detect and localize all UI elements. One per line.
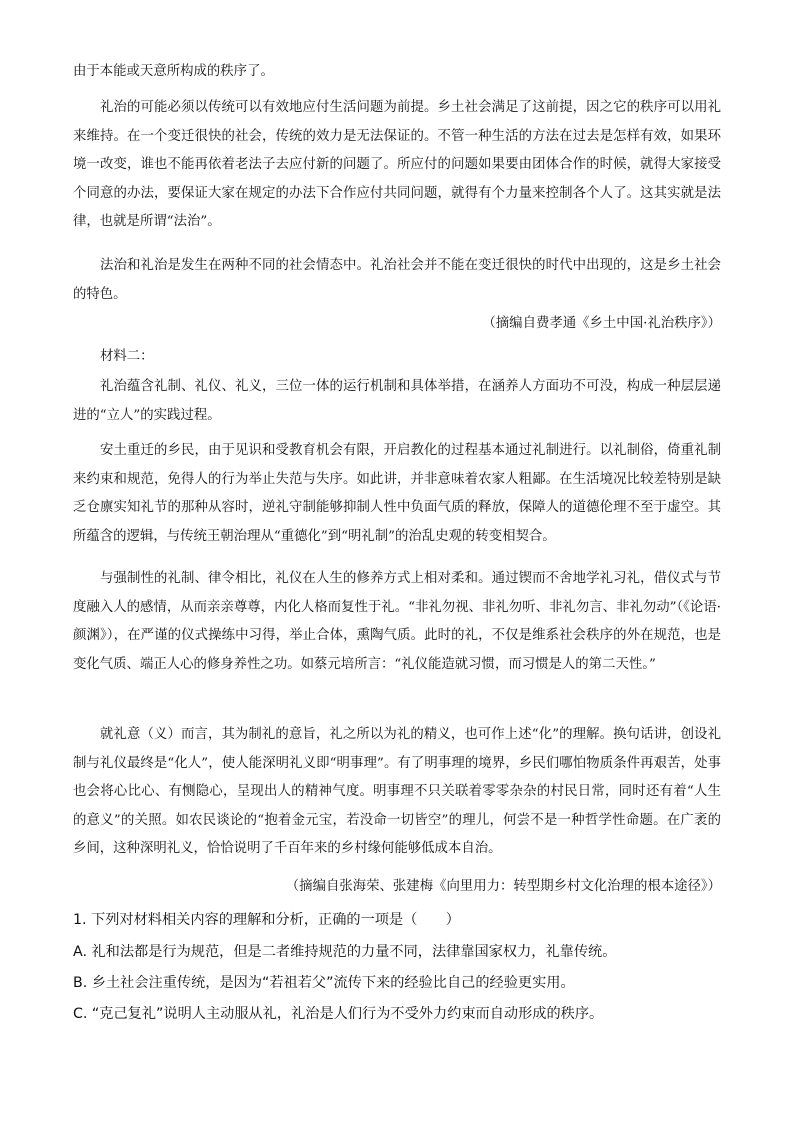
option-b[interactable]: B. 乡土社会注重传统，是因为“若祖若父”流传下来的经验比自己的经验更实用。 [73,975,575,991]
source-citation-material-two: （摘编自张海荣、张建梅《向里用力：转型期乡村文化治理的根本途径》） [285,879,721,894]
paragraph-three-in-one: 礼治蕴含礼制、礼仪、礼义，三位一体的运行机制和具体举措，在涵养人方面功不可没，构成一种层层递进的“立人”的实践过程。 [73,379,721,423]
paragraph-continuation: 由于本能或天意所构成的秩序了。 [73,64,274,79]
paragraph-rule-of-ritual-premise: 礼治的可能必须以传统可以有效地应付生活问题为前提。乡土社会满足了这前提，因之它的秩序可以用礼来维持。在一个变迁很快的社会，传统的效力是无法保证的。不管一种生活的方法在过去是怎样有效，如果环境一改变，谁也不能再依着老法子去应付新的问题了。所应付的问题如果要由团体合作的时候，就得大家接受个同意的办法，要保证大家在规定的办法下合作应付共同问题，就得有个力量来控制各个人了。这其实就是法律，也就是所谓“法治”。 [73,100,721,230]
paragraph-ritual-system: 安土重迁的乡民，由于见识和受教育机会有限，开启教化的过程基本通过礼制进行。以礼制俗，倚重礼制来约束和规范，免得人的行为举止失范与失序。如此讲，并非意味着农家人粗鄙。在生活境况比较差特别是缺乏仓廪实知礼节的那种从容时，逆礼守制能够抑制人性中负面气质的释放，保障人的道德伦理不至于虚空。其所蕴含的逻辑，与传统王朝治理从“重德化”到“明礼制”的治乱史观的转变相契合。 [73,443,721,544]
source-citation-material-one: （摘编自费孝通《乡土中国·礼治秩序》） [482,316,721,331]
option-a[interactable]: A. 礼和法都是行为规范，但是二者维持规范的力量不同，法律靠国家权力，礼靠传统。 [73,944,617,960]
question-stem: 1. 下列对材料相关内容的理解和分析，正确的一项是（ ） [73,912,460,928]
option-c[interactable]: C. “克己复礼”说明人主动服从礼，礼治是人们行为不受外力约束而自动形成的秩序。 [73,1006,604,1022]
material-two-label: 材料二： [100,349,154,364]
paragraph-ritual-meaning: 就礼意（义）而言，其为制礼的意旨，礼之所以为礼的精义，也可作上述“化”的理解。换句话讲，创设礼制与礼仪最终是“化人”，使人能深明礼义即“明事理”。有了明事理的境界，乡民们哪怕物质条件再艰苦，处事也会将心比心、有恻隐心，呈现出人的精神气度。明事理不只关联着零零杂杂的村民日常，同时还有着“人生的意义”的关照。如农民谈论的“抱着金元宝，若没命一切皆空”的理儿，何尝不是一种哲学性命题。在广袤的乡间，这种深明礼义，恰恰说明了千百年来的乡村缘何能够低成本自治。 [73,727,721,857]
paragraph-law-and-ritual: 法治和礼治是发生在两种不同的社会情态中。礼治社会并不能在变迁很快的时代中出现的，这是乡土社会的特色。 [73,258,721,302]
paragraph-ritual-ceremony: 与强制性的礼制、律令相比，礼仪在人生的修养方式上相对柔和。通过锲而不舍地学礼习礼，借仪式与节度融入人的感情，从而亲亲尊尊，内化人格而复性于礼。“非礼勿视、非礼勿听、非礼勿言、非礼勿动”（《论语·颜渊》），在严谨的仪式操练中习得，举止合体，熏陶气质。此时的礼，不仅是维系社会秩序的外在规范，也是变化气质、端正人心的修身养性之功。如蔡元培所言：“礼仪能造就习惯，而习惯是人的第二天性。” [73,571,721,672]
